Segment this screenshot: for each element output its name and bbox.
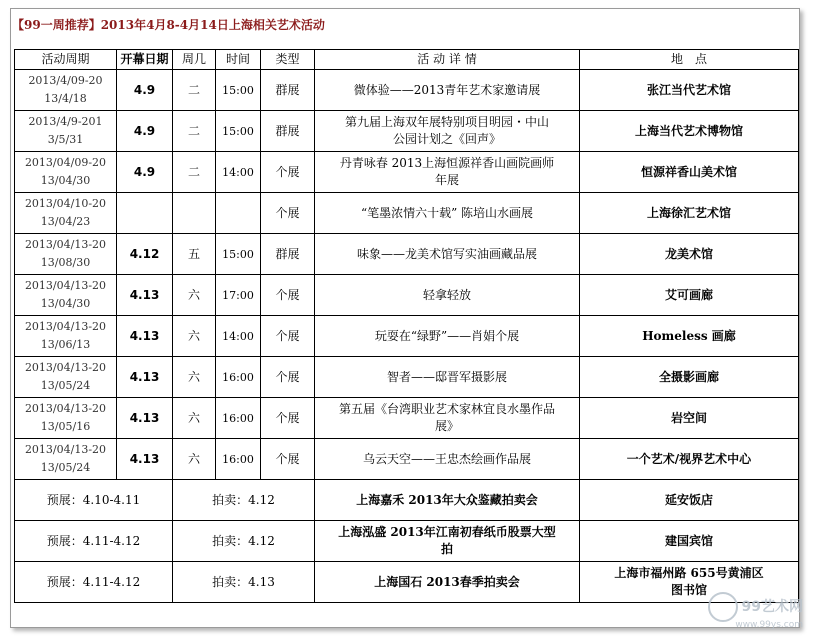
event-period-line: 2013/04/13-20 — [24, 279, 107, 292]
event-detail — [315, 193, 580, 234]
event-period-line: 13/04/30 — [40, 174, 91, 187]
auction-venue — [580, 480, 799, 521]
event-period — [15, 193, 117, 234]
event-open-date: 4.9 — [117, 111, 173, 152]
event-venue: 恒源祥香山美术馆 — [580, 152, 799, 193]
auction-row — [15, 480, 799, 521]
auction-sale: 拍卖：4.13 — [173, 562, 315, 603]
event-period — [15, 234, 117, 275]
watermark-logo-icon — [708, 592, 738, 622]
event-type: 个展 — [261, 398, 315, 439]
event-period-line: 13/4/18 — [44, 92, 87, 105]
event-period-line: 2013/04/13-20 — [24, 320, 107, 333]
event-detail-line: 轻拿轻放 — [422, 287, 471, 302]
event-venue: 艾可画廊 — [580, 275, 799, 316]
event-type: 个展 — [261, 275, 315, 316]
event-detail — [315, 152, 580, 193]
event-type: 个展 — [261, 439, 315, 480]
auction-sale: 拍卖：4.12 — [173, 521, 315, 562]
event-period — [15, 357, 117, 398]
event-detail-line: 微体验——2013青年艺术家邀请展 — [353, 82, 541, 97]
event-venue: 岩空间 — [580, 398, 799, 439]
event-period-line: 2013/04/13-20 — [24, 361, 107, 374]
event-venue: 一个艺术/视界艺术中心 — [580, 439, 799, 480]
table-row — [15, 234, 799, 275]
event-period-line: 2013/4/9-201 — [28, 115, 103, 128]
event-open-date: 4.13 — [117, 439, 173, 480]
event-detail-line: 第九届上海双年展特别项目明园・中山 — [344, 115, 549, 129]
event-period — [15, 439, 117, 480]
header-row — [15, 50, 799, 70]
event-detail — [315, 316, 580, 357]
event-period — [15, 275, 117, 316]
event-type: 个展 — [261, 357, 315, 398]
event-detail-line: “笔墨浓情六十载” 陈培山水画展 — [360, 205, 534, 220]
event-time: 16:00 — [216, 439, 261, 480]
event-detail-line: 玩耍在“绿野”——肖娟个展 — [374, 328, 520, 343]
event-type: 群展 — [261, 234, 315, 275]
auction-venue-line: 延安饭店 — [664, 492, 713, 507]
table-row — [15, 316, 799, 357]
auction-name-line: 上海泓盛 2013年江南初春纸币股票大型 — [338, 525, 556, 539]
auction-name-line: 上海嘉禾 2013年大众鉴藏拍卖会 — [356, 492, 538, 507]
event-type: 个展 — [261, 193, 315, 234]
event-time: 15:00 — [216, 111, 261, 152]
event-weekday: 二 — [173, 152, 216, 193]
event-weekday: 二 — [173, 111, 216, 152]
event-detail-line: 智者——邸晋军摄影展 — [386, 369, 507, 384]
event-period-line: 2013/04/10-20 — [24, 197, 107, 210]
event-weekday: 六 — [173, 275, 216, 316]
auction-preview: 预展：4.10-4.11 — [15, 480, 173, 521]
event-period-line: 13/05/24 — [40, 461, 91, 474]
table-row — [15, 439, 799, 480]
event-period-line: 13/04/23 — [40, 215, 91, 228]
event-detail-line: 公园计划之《回声》 — [392, 132, 501, 146]
event-period — [15, 316, 117, 357]
event-detail-line: 味象——龙美术馆写实油画藏品展 — [356, 246, 537, 261]
event-detail — [315, 70, 580, 111]
event-detail-line: 第五届《台湾职业艺术家林宜良水墨作品 — [338, 402, 555, 416]
header-weekday: 周几 — [173, 50, 216, 70]
event-weekday: 六 — [173, 316, 216, 357]
table-row — [15, 152, 799, 193]
event-period — [15, 152, 117, 193]
event-time: 14:00 — [216, 152, 261, 193]
event-detail — [315, 111, 580, 152]
page-title: 【99一周推荐】2013年4月8-4月14日上海相关艺术活动 — [12, 18, 325, 32]
event-period-line: 2013/04/09-20 — [24, 156, 107, 169]
table-row — [15, 275, 799, 316]
event-period — [15, 70, 117, 111]
auction-preview: 预展：4.11-4.12 — [15, 521, 173, 562]
auction-venue — [580, 521, 799, 562]
auction-name — [315, 562, 580, 603]
event-period — [15, 111, 117, 152]
event-period-line: 2013/04/13-20 — [24, 402, 107, 415]
auction-row — [15, 562, 799, 603]
event-weekday: 五 — [173, 234, 216, 275]
event-detail-line: 展》 — [434, 419, 459, 433]
event-open-date — [117, 193, 173, 234]
table-row — [15, 357, 799, 398]
event-period-line: 2013/04/13-20 — [24, 443, 107, 456]
auction-sale: 拍卖：4.12 — [173, 480, 315, 521]
header-period: 活动周期 — [15, 50, 117, 70]
event-period-line: 2013/04/13-20 — [24, 238, 107, 251]
event-type: 群展 — [261, 70, 315, 111]
table-row — [15, 70, 799, 111]
event-period-line: 3/5/31 — [47, 133, 84, 146]
event-weekday: 六 — [173, 439, 216, 480]
event-period-line: 13/05/24 — [40, 379, 91, 392]
event-detail-line: 乌云天空——王忠杰绘画作品展 — [362, 451, 531, 466]
event-weekday: 六 — [173, 357, 216, 398]
event-open-date: 4.13 — [117, 357, 173, 398]
event-period-line: 13/05/16 — [40, 420, 91, 433]
auction-name — [315, 521, 580, 562]
event-time: 17:00 — [216, 275, 261, 316]
event-open-date: 4.13 — [117, 316, 173, 357]
header-venue: 地 点 — [580, 50, 799, 70]
event-weekday: 六 — [173, 398, 216, 439]
event-open-date: 4.9 — [117, 152, 173, 193]
event-type: 个展 — [261, 316, 315, 357]
event-type: 群展 — [261, 111, 315, 152]
event-time — [216, 193, 261, 234]
table-row — [15, 111, 799, 152]
event-open-date: 4.13 — [117, 275, 173, 316]
event-detail — [315, 275, 580, 316]
auction-row — [15, 521, 799, 562]
auction-name-line: 上海国石 2013春季拍卖会 — [374, 574, 520, 589]
event-period-line: 13/08/30 — [40, 256, 91, 269]
event-time: 15:00 — [216, 70, 261, 111]
table-row — [15, 398, 799, 439]
event-open-date: 4.12 — [117, 234, 173, 275]
watermark-brand: 99艺术网 — [741, 599, 803, 615]
auction-venue-line: 建国宾馆 — [664, 533, 713, 548]
auction-preview: 预展：4.11-4.12 — [15, 562, 173, 603]
event-time: 15:00 — [216, 234, 261, 275]
event-detail-line: 丹青咏春 2013上海恒源祥香山画院画师 — [339, 156, 555, 170]
event-weekday — [173, 193, 216, 234]
event-detail — [315, 439, 580, 480]
event-detail — [315, 234, 580, 275]
event-time: 14:00 — [216, 316, 261, 357]
event-venue: 上海徐汇艺术馆 — [580, 193, 799, 234]
auction-venue-line: 上海市福州路 655号黄浦区 — [614, 566, 764, 580]
auction-name — [315, 480, 580, 521]
event-venue: 龙美术馆 — [580, 234, 799, 275]
event-period-line: 13/04/30 — [40, 297, 91, 310]
event-venue: 张江当代艺术馆 — [580, 70, 799, 111]
events-table — [14, 49, 799, 603]
event-venue: 全摄影画廊 — [580, 357, 799, 398]
table-row — [15, 193, 799, 234]
event-time: 16:00 — [216, 398, 261, 439]
event-detail — [315, 398, 580, 439]
header-type: 类型 — [261, 50, 315, 70]
event-open-date: 4.9 — [117, 70, 173, 111]
event-detail — [315, 357, 580, 398]
watermark-url: www.99ys.com — [735, 620, 803, 630]
event-weekday: 二 — [173, 70, 216, 111]
header-time: 时间 — [216, 50, 261, 70]
event-period — [15, 398, 117, 439]
event-period-line: 2013/4/09-20 — [28, 74, 103, 87]
event-type: 个展 — [261, 152, 315, 193]
event-venue: Homeless 画廊 — [580, 316, 799, 357]
event-detail-line: 年展 — [434, 173, 459, 187]
auction-venue-line: 图书馆 — [670, 583, 707, 597]
header-open-date: 开幕日期 — [117, 50, 173, 70]
auction-name-line: 拍 — [440, 542, 453, 556]
event-open-date: 4.13 — [117, 398, 173, 439]
event-venue: 上海当代艺术博物馆 — [580, 111, 799, 152]
watermark — [708, 592, 803, 630]
header-detail: 活 动 详 情 — [315, 50, 580, 70]
event-period-line: 13/06/13 — [40, 338, 91, 351]
event-time: 16:00 — [216, 357, 261, 398]
